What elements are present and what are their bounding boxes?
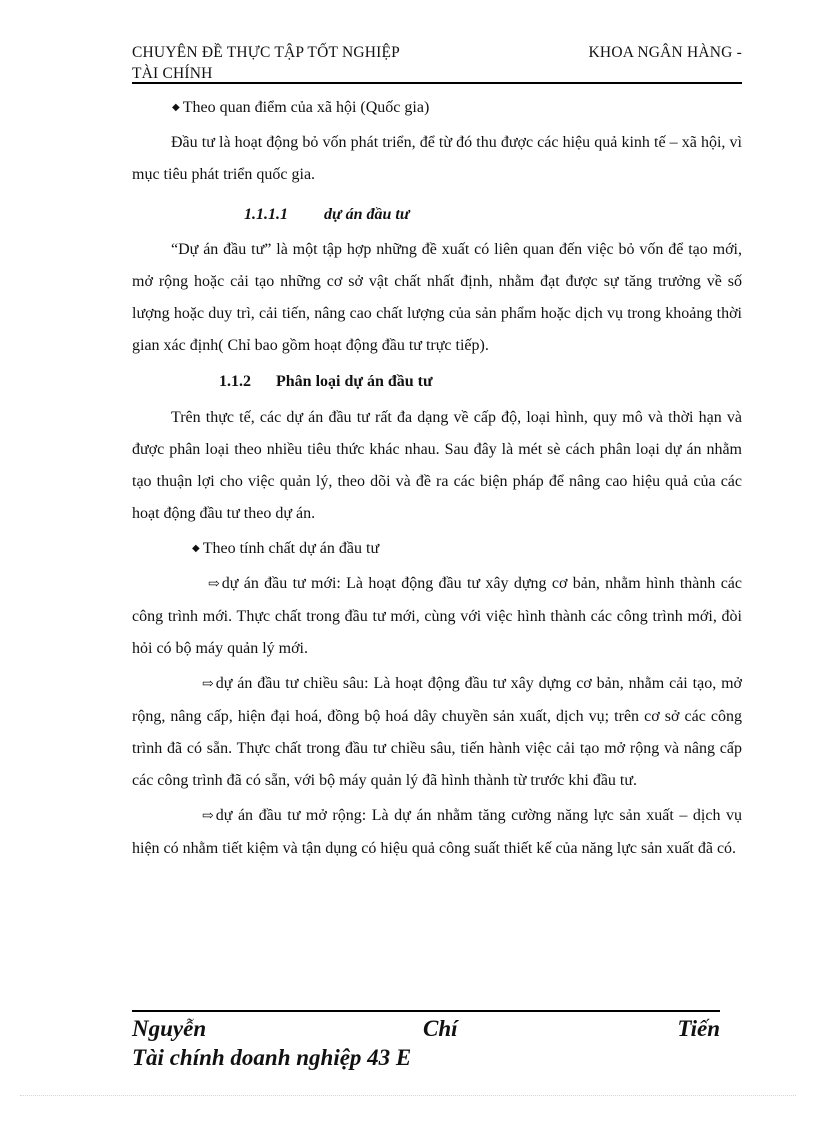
paragraph-investment-definition: Đầu tư là hoạt động bỏ vốn phát triển, để từ đó thu được các hiệu quả kinh tế – xã hội, vì mục tiêu phát triển quốc gia.: [132, 134, 742, 183]
header-faculty-continued: TÀI CHÍNH: [132, 65, 213, 82]
paragraph-classification-intro: Trên thực tế, các dự án đầu tư rất đa dạng về cấp độ, loại hình, quy mô và thời hạn và được phân loại theo nhiều tiêu thức khác nhau. Sau đây là mét sè cách phân loại dự án nhằm tạo thuận lợi cho việc quản lý, theo dõi và đề ra các biện pháp để nâng cao hiệu quả của các hoạt động đầu tư theo dự án.: [132, 409, 742, 522]
document-body: [132, 92, 742, 865]
diamond-bullet-icon: ◆: [172, 102, 180, 113]
paragraph-project-definition: “Dự án đầu tư” là một tập hợp những đề xuất có liên quan đến việc bỏ vốn để tạo mới, mở rộng hoặc cải tạo những cơ sở vật chất nhất định, nhằm đạt được sự tăng trưởng về số lượng hoặc duy trì, cải tiến, nâng cao chất lượng của sản phẩm hoặc dịch vụ trong khoảng thời gian xác định( Chỉ bao gồm hoạt động đầu tư trực tiếp).: [132, 241, 742, 354]
footer-divider: [132, 1010, 720, 1012]
author-given-name: Tiến: [677, 1016, 720, 1041]
bullet-item-social: [132, 92, 742, 124]
bullet-text: Theo quan điểm của xã hội (Quốc gia): [182, 99, 430, 116]
diamond-bullet-icon: ◆: [192, 543, 200, 554]
author-surname: Nguyễn: [132, 1016, 207, 1041]
page-footer: [132, 1014, 720, 1072]
section-heading-classification: [132, 366, 742, 398]
bullet-item-nature: [132, 533, 742, 565]
heading-text: dự án đầu tư: [324, 206, 410, 223]
author-name: [132, 1014, 720, 1043]
author-class: Tài chính doanh nghiệp 43 E: [132, 1045, 412, 1070]
header-title: CHUYÊN ĐỀ THỰC TẬP TỐT NGHIỆP: [132, 44, 400, 61]
author-middle-name: Chí: [423, 1016, 458, 1041]
arrow-right-icon: ⇨: [202, 809, 214, 824]
arrow-item-text: dự án đầu tư chiều sâu: Là hoạt động đầu tư xây dựng cơ bản, nhằm cải tạo, mở rộng, nâng cấp, hiện đại hoá, đồng bộ hoá dây chuyền sản xuất, dịch vụ; trên cơ sở các công trình đã có sẵn. Thực chất trong đầu tư chiều sâu, tiến hành việc cải tạo mở rộng và nâng cấp các công trình đã có sẵn, với bộ máy quản lý đã hình thành từ trước khi đầu tư.: [132, 675, 742, 789]
heading-text: Phân loại dự án đầu tư: [276, 373, 433, 390]
arrow-item-text: dự án đầu tư mới: Là hoạt động đầu tư xây dựng cơ bản, nhằm hình thành các công trình mới. Thực chất trong đầu tư mới, cùng với việc hình thành các công trình mới, đòi hỏi có bộ máy quản lý mới.: [132, 575, 742, 657]
arrow-item-depth-project: [132, 668, 742, 797]
arrow-right-icon: ⇨: [208, 577, 220, 592]
arrow-item-text: dự án đầu tư mở rộng: Là dự án nhằm tăng cường năng lực sản xuất – dịch vụ hiện có nhằm tiết kiệm và tận dụng có hiệu quả công suất thiết kế của năng lực sản xuất đã có.: [132, 807, 742, 857]
header-divider: [132, 82, 742, 84]
page-bottom-edge: [20, 1095, 796, 1096]
arrow-right-icon: ⇨: [202, 677, 214, 692]
header-faculty: KHOA NGÂN HÀNG -: [588, 44, 742, 61]
arrow-item-new-project: [132, 568, 742, 665]
heading-number: 1.1.1.1: [244, 206, 288, 223]
bullet-text: Theo tính chất dự án đầu tư: [202, 540, 380, 557]
heading-number: 1.1.2: [219, 373, 251, 390]
section-heading-project: [132, 199, 742, 231]
arrow-item-expansion-project: [132, 800, 742, 865]
